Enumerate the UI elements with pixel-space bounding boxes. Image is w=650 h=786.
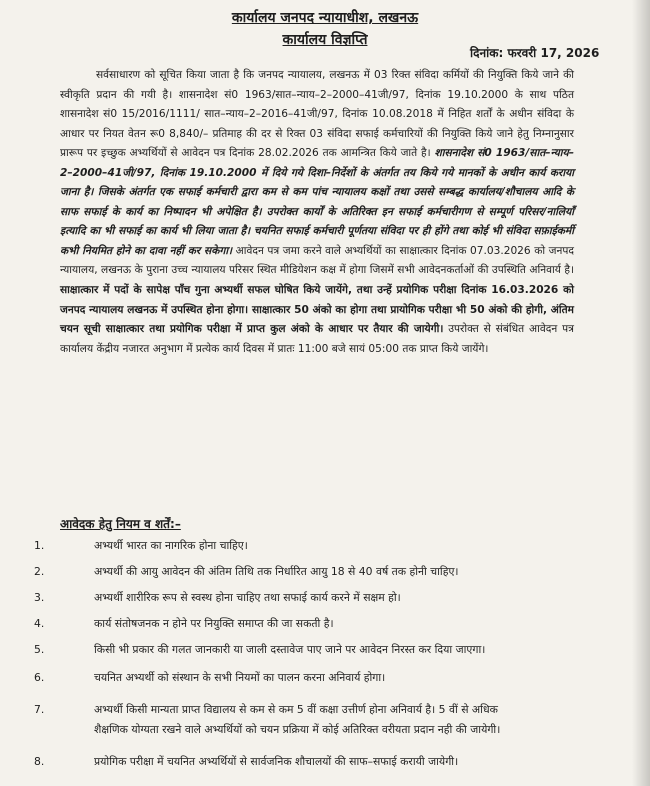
rules-section-title: आवेदक हेतु नियम व शर्तें:–	[60, 517, 181, 531]
rule-number: 5.	[34, 643, 45, 656]
rule-text-continued: शैक्षणिक योग्यता रखने वाले अभ्यर्थियों को चयन प्रक्रिया में कोई अतिरिक्त वरीयता प्रदान नही की जायेगी।	[94, 723, 501, 736]
notice-date: दिनांक: फरवरी 17, 2026	[470, 46, 600, 60]
rule-number: 6.	[34, 671, 45, 684]
rule-text: कार्य संतोषजनक न होने पर नियुक्ति समाप्त की जा सकती है।	[94, 617, 334, 630]
rule-item	[34, 670, 594, 702]
notice-heading-text: कार्यालय विज्ञप्ति	[282, 32, 368, 48]
rule-number: 3.	[34, 591, 45, 604]
rule-number: 7.	[34, 703, 45, 716]
body-bold-selection: साक्षात्कार में पदों के सापेक्ष पाँच गुना अभ्यर्थी सफल घोषित किये जायेंगे, तथा उन्हें प्रयोगिक परीक्षा दिनांक 16.03.2026 को जनपद न्यायालय लखनऊ में उपस्थित होना होगा। साक्षात्कार 50 अंको का होगा तथा प्रायोगिक परीक्षा भी 50 अंको की होगी, अंतिम चयन सूची साक्षात्कार तथा प्रयोगिक परीक्षा में प्राप्त कुल अंको के आधार पर तैयार की जायेगी।	[60, 284, 574, 336]
rule-text: किसी भी प्रकार की गलत जानकारी या जाली दस्तावेज पाए जाने पर आवेदन निरस्त कर दिया जाएगा।	[94, 643, 486, 656]
rule-text: अभ्यर्थी की आयु आवेदन की अंतिम तिथि तक निर्धारित आयु 18 से 40 वर्ष तक होनी चाहिए।	[94, 565, 459, 578]
rule-item	[34, 616, 594, 642]
notice-body	[60, 66, 574, 359]
rule-number: 8.	[34, 755, 45, 768]
rule-item	[34, 754, 594, 774]
rule-text: चयनित अभ्यर्थी को संस्थान के सभी नियमों का पालन करना अनिवार्य होगा।	[94, 671, 386, 684]
rule-text: अभ्यर्थी भारत का नागरिक होना चाहिए।	[94, 539, 248, 552]
rule-item	[34, 702, 594, 754]
body-interview: आवेदन पत्र जमा करने वाले अभ्यर्थियों का साक्षात्कार दिनांक 07.03.2026 को जनपद न्यायालय, लखनऊ के पुराना उच्च न्यायालय परिसर स्थित मीडियेशन कक्ष में होगा जिसमें सभी आवेदनकर्ताओं की उपस्थिति अनिवार्य है।	[60, 244, 574, 277]
scan-edge-shadow	[632, 0, 650, 786]
rule-text: अभ्यर्थी शारीरिक रूप से स्वस्थ होना चाहिए तथा सफाई कार्य करने में सक्षम हो।	[94, 591, 401, 604]
rule-text: अभ्यर्थी किसी मान्यता प्राप्त विद्यालय से कम से कम 5 वीं कक्षा उत्तीर्ण होना अनिवार्य है। 5 वीं से अधिक	[94, 703, 498, 716]
office-heading-text: कार्यालय जनपद न्यायाधीश, लखनऊ	[231, 10, 419, 26]
rule-item	[34, 590, 594, 616]
body-intro: सर्वसाधारण को सूचित किया जाता है कि जनपद न्यायालय, लखनऊ में 03 रिक्त संविदा कर्मियों की नियुक्ति किये जाने की स्वीकृति प्रदान की गयी है। शासनादेश सं0 1963/सात–न्याय–2–2000–41जी/97, दिनांक 19.10.2000 के साथ पठित शासनादेश सं0 15/2016/1111/ सात–न्याय–2–2016–41जी/97, दिनांक 10.08.2018 में निहित शर्तों के अधीन संविदा के आधार पर नियत वेतन रू0 8,840/– प्रतिमाह की दर से रिक्त 03 संविदा सफाई कर्मचारियों की नियुक्ति किये जाने हेतु निम्नानुसार प्रारूप पर इच्छुक अभ्यर्थियों से आवेदन पत्र दिनांक 28.02.2026 तक आमन्त्रित किये जाते है।	[60, 69, 574, 160]
body-bold-guidelines: शासनादेश सं0 1963/सात–न्याय–2–2000–41जी/97, दिनांक 19.10.2000 में दिये गये दिशा–निर्देशों के अंतर्गत तय किये गये मानकों के अधीन कार्य कराया जाना है। जिसके अंतर्गत एक सफाई कर्मचारी द्वारा कम से कम पांच न्यायालय कक्षों तथा उससे सम्बद्ध कार्यालय/शौचालय आदि के साफ सफाई के कार्य का निष्पादन भी अपेक्षित है। उपरोक्त कार्यों के अतिरिक्त इन सफाई कर्मचारीगण से सम्पूर्ण परिसर/नालियाँ इत्यादि का भी सफाई का कार्य भी लिया जाता है। चयनित सफाई कर्मचारी पूर्णतया संविदा पर ही होंगे तथा कोई भी संविदा सफ़ाईकर्मी कभी नियमित होने का दावा नहीं कर सकेगा।	[60, 147, 574, 257]
office-heading	[0, 8, 650, 27]
rule-number: 2.	[34, 565, 45, 578]
rule-item	[34, 538, 594, 564]
rule-text: प्रयोगिक परीक्षा में चयनित अभ्यर्थियों से सार्वजनिक शौचालयों की साफ–सफाई करायी जायेगी।	[94, 755, 459, 768]
rule-number: 4.	[34, 617, 45, 630]
body-submission: उपरोक्त से संबंधित आवेदन पत्र कार्यालय केंद्रीय नजारत अनुभाग में प्रत्येक कार्य दिवस में प्रातः 11:00 बजे सायं 05:00 तक प्राप्त किये जायेंगे।	[60, 323, 575, 355]
rule-item	[34, 564, 594, 590]
rules-list	[34, 538, 594, 774]
rule-item	[34, 642, 594, 670]
rule-number: 1.	[34, 539, 45, 552]
